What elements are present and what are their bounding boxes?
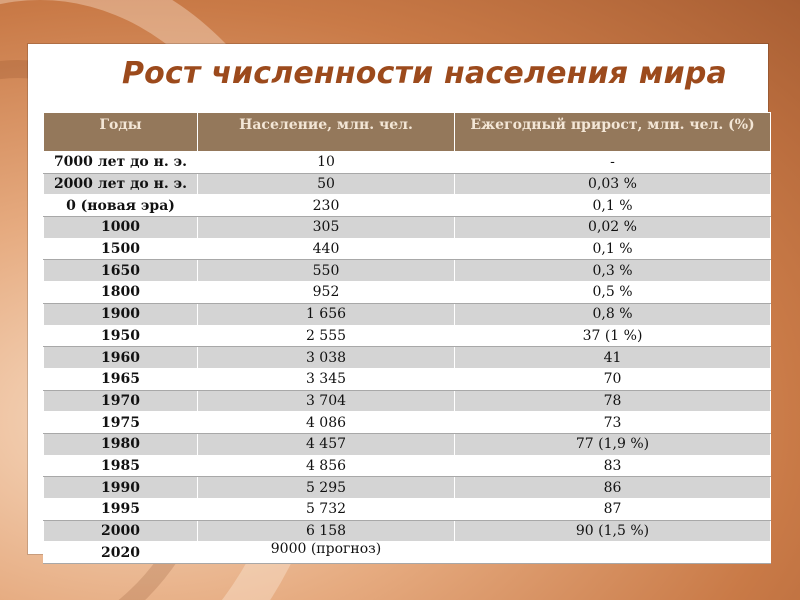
table-row xyxy=(44,542,771,564)
growth-cell: 86 xyxy=(455,477,771,499)
growth-cell: 73 xyxy=(455,412,771,434)
table-body xyxy=(44,152,771,564)
population-cell: 4 856 xyxy=(198,455,455,477)
table-row xyxy=(44,433,771,455)
header-row xyxy=(44,113,771,152)
table-row xyxy=(44,238,771,260)
table-row xyxy=(44,412,771,434)
year-cell: 1970 xyxy=(44,390,198,412)
table-row xyxy=(44,173,771,195)
year-cell: 1500 xyxy=(44,238,198,260)
growth-cell: 41 xyxy=(455,347,771,369)
population-cell: 440 xyxy=(198,238,455,260)
growth-cell: 77 (1,9 %) xyxy=(455,433,771,455)
table-row xyxy=(44,303,771,325)
table-row xyxy=(44,282,771,304)
growth-cell: 87 xyxy=(455,499,771,521)
table-row xyxy=(44,152,771,174)
year-cell: 1950 xyxy=(44,325,198,347)
population-cell: 3 345 xyxy=(198,368,455,390)
column-header-years: Годы xyxy=(44,113,198,152)
growth-cell: - xyxy=(455,152,771,174)
population-cell: 305 xyxy=(198,217,455,239)
table-row xyxy=(44,368,771,390)
table-row xyxy=(44,260,771,282)
year-cell: 1985 xyxy=(44,455,198,477)
growth-cell xyxy=(455,542,771,564)
population-cell: 3 704 xyxy=(198,390,455,412)
population-cell: 550 xyxy=(198,260,455,282)
table-row xyxy=(44,477,771,499)
table-row xyxy=(44,325,771,347)
year-cell: 1960 xyxy=(44,347,198,369)
growth-cell: 0,8 % xyxy=(455,303,771,325)
year-cell: 1975 xyxy=(44,412,198,434)
growth-cell: 0,02 % xyxy=(455,217,771,239)
population-cell: 6 158 xyxy=(198,520,455,542)
year-cell: 7000 лет до н. э. xyxy=(44,152,198,174)
column-header-growth: Ежегодный прирост, млн. чел. (%) xyxy=(455,113,771,152)
population-cell: 2 555 xyxy=(198,325,455,347)
year-cell: 1650 xyxy=(44,260,198,282)
year-cell: 1990 xyxy=(44,477,198,499)
year-cell: 2020 xyxy=(44,542,198,564)
growth-cell: 0,5 % xyxy=(455,282,771,304)
growth-cell: 0,1 % xyxy=(455,238,771,260)
population-cell: 230 xyxy=(198,195,455,217)
slide-title: Рост численности населения мира xyxy=(122,56,727,91)
year-cell: 2000 лет до н. э. xyxy=(44,173,198,195)
population-cell: 5 295 xyxy=(198,477,455,499)
population-cell: 5 732 xyxy=(198,499,455,521)
population-cell: 10 xyxy=(198,152,455,174)
population-cell: 4 457 xyxy=(198,433,455,455)
growth-cell: 90 (1,5 %) xyxy=(455,520,771,542)
year-cell: 1000 xyxy=(44,217,198,239)
growth-cell: 83 xyxy=(455,455,771,477)
year-cell: 1980 xyxy=(44,433,198,455)
population-table-container xyxy=(43,112,770,564)
table-row xyxy=(44,455,771,477)
population-cell: 3 038 xyxy=(198,347,455,369)
table-row xyxy=(44,195,771,217)
table-row xyxy=(44,499,771,521)
growth-cell: 78 xyxy=(455,390,771,412)
year-cell: 1900 xyxy=(44,303,198,325)
table-header xyxy=(44,113,771,152)
growth-cell: 0,03 % xyxy=(455,173,771,195)
year-cell: 1800 xyxy=(44,282,198,304)
year-cell: 1995 xyxy=(44,499,198,521)
year-cell: 2000 xyxy=(44,520,198,542)
year-cell: 1965 xyxy=(44,368,198,390)
column-header-population: Население, млн. чел. xyxy=(198,113,455,152)
year-cell: 0 (новая эра) xyxy=(44,195,198,217)
population-cell: 1 656 xyxy=(198,303,455,325)
growth-cell: 0,3 % xyxy=(455,260,771,282)
growth-cell: 0,1 % xyxy=(455,195,771,217)
population-cell: 50 xyxy=(198,173,455,195)
growth-cell: 70 xyxy=(455,368,771,390)
population-cell: 9000 (прогноз) xyxy=(198,542,455,564)
growth-cell: 37 (1 %) xyxy=(455,325,771,347)
table-row xyxy=(44,347,771,369)
table-row xyxy=(44,217,771,239)
table-row xyxy=(44,390,771,412)
population-cell: 4 086 xyxy=(198,412,455,434)
population-cell: 952 xyxy=(198,282,455,304)
table-row xyxy=(44,520,771,542)
population-table xyxy=(43,112,771,564)
